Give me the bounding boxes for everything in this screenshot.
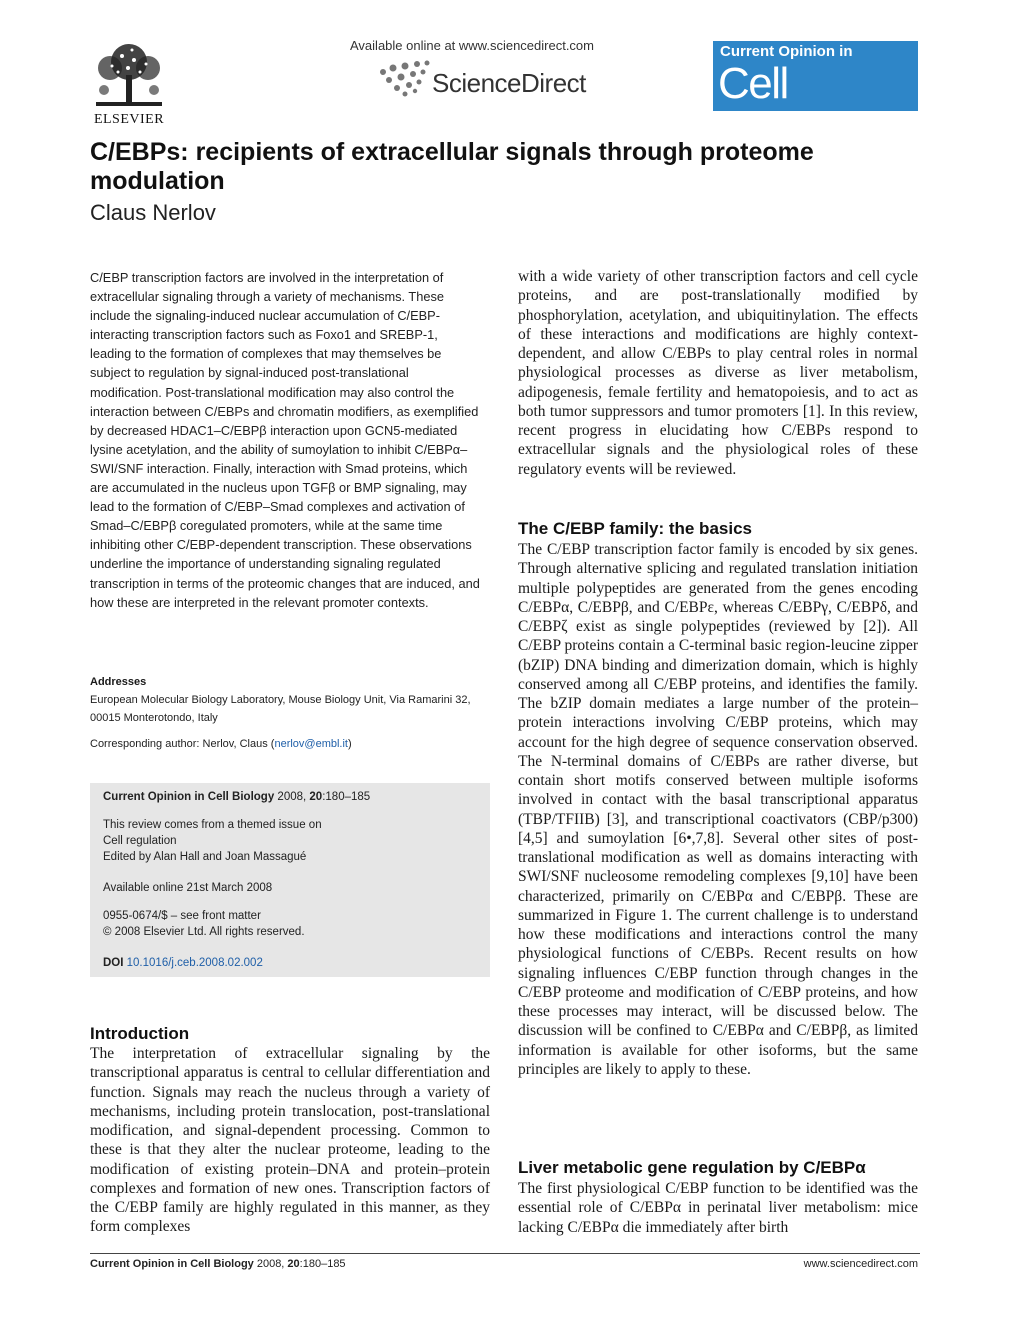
footer-year: 2008, xyxy=(253,1258,288,1270)
doi-link[interactable]: 10.1016/j.ceb.2008.02.002 xyxy=(126,957,263,969)
footer-divider xyxy=(90,1253,920,1254)
footer-citation xyxy=(90,1258,346,1270)
footer-journal: Current Opinion in Cell Biology xyxy=(90,1258,254,1270)
introduction-text: The interpretation of extracellular signaling by the transcriptional apparatus is central to cellular differentiation and function. Signals may reach the nucleus through a variety of mechanisms, including protein translocation, post-translational modification, and signal-dependent processing. Common to these is that they alter the nuclear proteome, leading to the modification of existing protein–DNA and protein–protein complexes and formation of new ones. Transcription factors of the C/EBP family are highly regulated in this manner, as they form complexes xyxy=(90,1045,490,1236)
info-doi xyxy=(103,957,263,969)
info-doi-label: DOI xyxy=(103,957,127,969)
corresponding-author xyxy=(90,738,352,750)
introduction-text-continued: with a wide variety of other transcription factors and cell cycle proteins, and are post-translationally modified by phosphorylation, acetylation, and ubiquitinylation. The effects of these interactions and modifications are highly context-dependent, and allow C/EBPs to play central roles in normal physiological processes as diverse as liver metabolism, adipogenesis, female fertility and hematopoiesis, and to act as both tumor suppressors and tumor promoters [1]. In this review, recent progress in elucidating how C/EBPs respond to extracellular signals and the physiological roles of these regulatory events will be reviewed. xyxy=(518,268,918,478)
article-title: C/EBPs: recipients of extracellular signals through proteome modulation xyxy=(90,138,814,195)
footer-volume: 20 xyxy=(287,1258,300,1270)
info-themed-issue: This review comes from a themed issue on xyxy=(103,819,322,831)
footer-pages: :180–185 xyxy=(299,1258,346,1270)
liver-heading: Liver metabolic gene regulation by C/EBPα xyxy=(518,1158,866,1177)
sciencedirect-logo[interactable] xyxy=(375,58,615,100)
liver-text: The first physiological C/EBP function to be identified was the essential role of C/EBPα in perinatal liver metabolism: mice lacking C/EBPα die immediately after birth xyxy=(518,1180,918,1236)
elsevier-wordmark: ELSEVIER xyxy=(93,112,165,127)
footer-url-link[interactable]: www.sciencedirect.com xyxy=(803,1258,918,1270)
info-journal: Current Opinion in Cell Biology xyxy=(103,791,275,803)
addresses-text: European Molecular Biology Laboratory, Mouse Biology Unit, Via Ramarini 32, 00015 Monterotondo, Italy xyxy=(90,694,471,724)
introduction-heading: Introduction xyxy=(90,1024,190,1043)
corresponding-suffix: ) xyxy=(347,738,352,750)
sciencedirect-dots-icon xyxy=(375,58,435,100)
basics-text: The C/EBP transcription factor family is encoded by six genes. Through alternative splicing and regulated translation initiation multiple polypeptides are generated from the genes encoding C/EBPα, C/EBPβ, and C/EBPε, whereas C/EBPγ, C/EBPδ, and C/EBPζ exist as single polypeptides (reviewed by [2]). All C/EBP proteins contain a C-terminal basic region-leucine zipper (bZIP) DNA binding and dimerization domain, which is highly conserved among all C/EBP proteins, and identifies the family. The bZIP domain mediates a large number of the protein–protein interactions involving C/EBP proteins, which may account for the high degree of sequence conservation observed. The N-terminal domains of C/EBPs are rather diverse, but contain short motifs conserved between multiple isoforms involved in contact with the basal transcriptional apparatus (TBP/TFIIB) [3], and transcriptional coactivators (CBP/p300) [4,5] and sumoylation [6•,7,8]. Several other sites of post-translational modification as well as domains interacting with SWI/SNF nucleosome remodeling complexes [9,10] have been characterized, primarily on C/EBPα and C/EBPβ. These are summarized in Figure 1. The current challenge is to understand how these modifications and interactions control the many physiological functions of C/EBPs. Recent results on how signaling influences C/EBP function through changes in the C/EBP proteome and modification of C/EBP proteins, and how these processes may interact, will be discussed below. The discussion will be confined to C/EBPα and C/EBPβ, as limited information is available for other isoforms, but the same principles are likely to apply to these. xyxy=(518,541,918,1078)
journal-logo-line1: Current Opinion in xyxy=(720,43,853,60)
info-year: 2008, xyxy=(274,791,310,803)
author-email-link[interactable]: nerlov@embl.it xyxy=(274,738,348,750)
journal-logo xyxy=(713,41,918,158)
abstract: C/EBP transcription factors are involved in the interpretation of extracellular signaling through a variety of mechanisms. These include the signaling-induced nuclear accumulation of C/EBP-interacting transcription factors such as Foxo1 and SREBP-1, leading to the formation of complexes that may themselves be subject to regulation by signal-induced post-translational modification. Post-translational modification may also control the interaction between C/EBPs and chromatin modifiers, as exemplified by decreased HDAC1–C/EBPβ interaction upon GCN5-mediated lysine acetylation, and the ability of sumoylation to inhibit C/EBPα–SWI/SNF interaction. Finally, interaction with Smad proteins, which are accumulated in the nucleus upon TGFβ or BMP signaling, may lead to the formation of C/EBP–Smad complexes and activation of Smad–C/EBPβ coregulated promoters, while at the same time inhibiting other C/EBP-dependent transcription. These observations underline the importance of understanding signaling regulated transcription in terms of the proteomic changes that are induced, and how these are interpreted in the relevant promoter contexts. xyxy=(90,270,480,610)
info-citation xyxy=(103,791,370,803)
elsevier-tree-icon xyxy=(88,40,170,110)
info-issn: 0955-0674/$ – see front matter xyxy=(103,910,261,922)
elsevier-logo xyxy=(88,40,170,130)
article-info-box xyxy=(90,783,490,977)
corresponding-prefix: Corresponding author: Nerlov, Claus ( xyxy=(90,738,275,750)
info-available-date: Available online 21st March 2008 xyxy=(103,882,273,894)
info-pages: :180–185 xyxy=(322,791,371,803)
info-editors: Edited by Alan Hall and Joan Massagué xyxy=(103,851,307,863)
info-themed-topic: Cell regulation xyxy=(103,835,177,847)
info-volume: 20 xyxy=(309,791,323,803)
addresses-heading: Addresses xyxy=(90,676,147,688)
article-author: Claus Nerlov xyxy=(90,200,216,225)
sciencedirect-wordmark: ScienceDirect xyxy=(432,68,586,98)
basics-heading: The C/EBP family: the basics xyxy=(518,519,752,538)
available-online-text: Available online at www.sciencedirect.com xyxy=(350,38,594,53)
journal-logo-line2: Cell Biology xyxy=(718,59,852,158)
info-copyright: © 2008 Elsevier Ltd. All rights reserved. xyxy=(103,926,305,938)
